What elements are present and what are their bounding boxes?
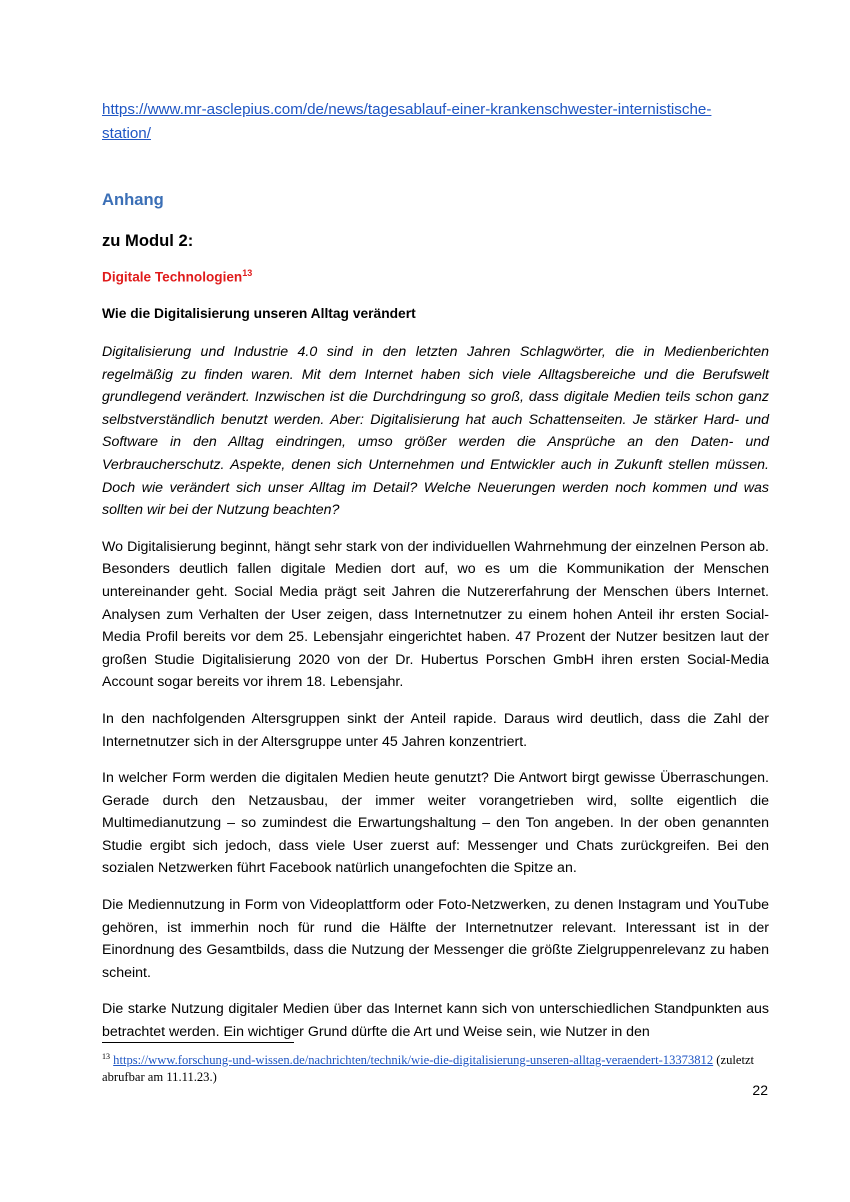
heading-digitale-technologien (102, 268, 252, 285)
footnote (102, 1048, 769, 1086)
paragraph-4: Die Mediennutzung in Form von Videoplattform oder Foto-Netzwerken, zu denen Instagram und YouTube gehören, ist immerhin noch für rund die Hälfte der Internetnutzer relevant. Interessant ist in der Einordnung des Gesamtbilds, dass die Nutzung der Messenger die größte Zielgruppenrelevanz zu haben scheint. (102, 897, 769, 981)
paragraph-3: In welcher Form werden die digitalen Medien heute genutzt? Die Antwort birgt gewisse Überraschungen. Gerade durch den Netzausbau, der immer weiter vorangetrieben wird, sollte eigentlich die Multimedianutzung – so zumindest die Erwartungshaltung – den Ton angeben. In der oben genannten Studie ergibt sich jedoch, dass viele User zuerst auf: Messenger und Chats zurückgreifen. Bei den sozialen Netzwerken führt Facebook natürlich unangefochten die Spitze an. (102, 770, 769, 877)
footnote-suffix: (zuletzt abrufbar am 11.11.23.) (102, 1053, 755, 1085)
footnote-ref[interactable]: 13 (242, 268, 253, 278)
paragraph-1: Wo Digitalisierung beginnt, hängt sehr stark von der individuellen Wahrnehmung der einzelnen Person ab. Besonders deutlich fallen digitale Medien dort auf, wo es um die Kommunikation der Menschen untereinander geht. Social Media prägt seit Jahren die Nutzererfahrung der Menschen übers Internet. Analysen zum Verhalten der User zeigen, dass Internetnutzer zu einem hohen Anteil ihr ersten Social-Media Profil bereits vor dem 25. Lebensjahr eingerichtet haben. 47 Prozent der Nutzer besitzen laut der großen Studie Digitalisierung 2020 von der Dr. Hubertus Porschen GmbH ihren ersten Social-Media Account sogar bereits vor ihrem 18. Lebensjahr. (102, 538, 769, 691)
body-text (102, 341, 769, 1058)
heading-anhang: Anhang (102, 190, 164, 209)
paragraph-5: Die starke Nutzung digitaler Medien über das Internet kann sich von unterschiedlichen Standpunkten aus betrachtet werden. Ein wichtiger Grund dürfte die Art und Weise sein, wie Nutzer in den (102, 1001, 769, 1041)
source-link-line-1: https://www.mr-asclepius.com/de/news/tagesablauf-einer-krankenschwester-internistische- (102, 101, 712, 118)
page-content (102, 98, 769, 1041)
heading-modul: zu Modul 2: (102, 231, 194, 250)
source-link[interactable] (102, 98, 769, 146)
heading-digitale-text: Digitale Technologien (102, 269, 243, 285)
heading-section: Wie die Digitalisierung unseren Alltag verändert (102, 306, 416, 321)
source-link-line-2: station/ (102, 125, 151, 142)
footnote-link[interactable]: https://www.forschung-und-wissen.de/nachrichten/technik/wie-die-digitalisierung-unseren-alltag-veraendert-13373812 (113, 1053, 714, 1068)
page-number: 22 (752, 1082, 768, 1098)
intro-paragraph: Digitalisierung und Industrie 4.0 sind in den letzten Jahren Schlagwörter, die in Medienberichten regelmäßig zu finden waren. Mit dem Internet haben sich viele Alltagsbereiche und die Berufswelt grundlegend verändert. Inzwischen ist die Durchdringung so groß, dass digitale Medien teils schon ganz selbstverständlich benutzt werden. Aber: Digitalisierung hat auch Schattenseiten. Je stärker Hard- und Software in den Alltag eindringen, umso größer werden die Ansprüche an den Daten- und Verbraucherschutz. Aspekte, denen sich Unternehmen und Entwickler auch in Zukunft stellen müssen. Doch wie verändert sich unser Alltag im Detail? Welche Neuerungen werden noch kommen und was sollten wir bei der Nutzung beachten? (102, 344, 769, 519)
footnote-divider (102, 1042, 294, 1043)
footnote-number: 13 (102, 1052, 110, 1061)
paragraph-2: In den nachfolgenden Altersgruppen sinkt der Anteil rapide. Daraus wird deutlich, dass die Zahl der Internetnutzer sich in der Altersgruppe unter 45 Jahren konzentriert. (102, 710, 769, 750)
